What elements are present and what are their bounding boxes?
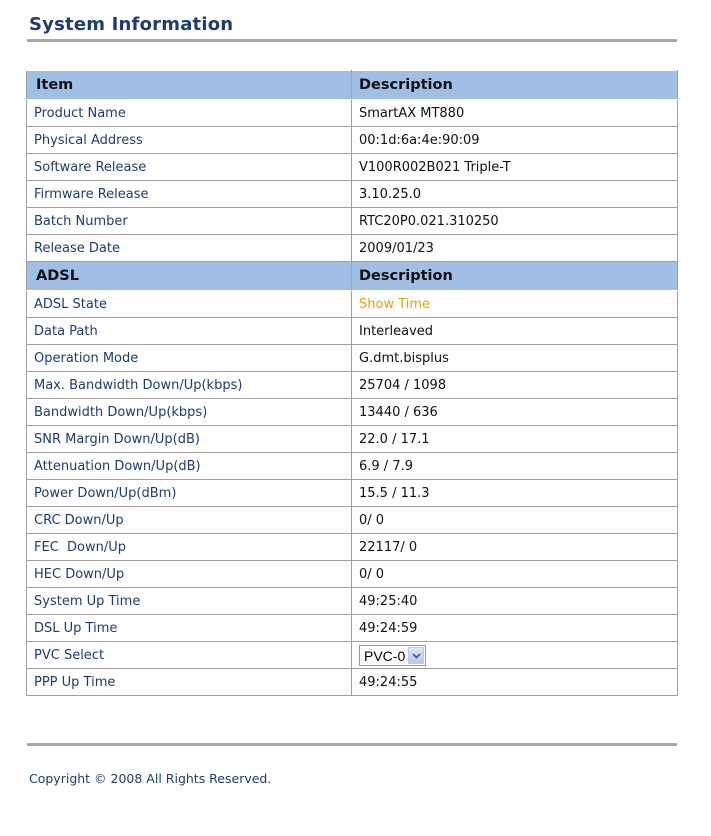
- row-label: ADSL State: [27, 291, 352, 318]
- page-title: System Information: [29, 14, 234, 35]
- row-label: Operation Mode: [27, 345, 352, 372]
- row-label: Bandwidth Down/Up(kbps): [27, 399, 352, 426]
- row-value: V100R002B021 Triple-T: [352, 154, 678, 181]
- row-value: 0/ 0: [352, 507, 678, 534]
- table-row-crc: [27, 507, 678, 534]
- row-value: 15.5 / 11.3: [352, 480, 678, 507]
- row-label: Product Name: [27, 100, 352, 127]
- adsl-table-header: [27, 262, 678, 291]
- row-label: PPP Up Time: [27, 669, 352, 696]
- table-row-system-up-time: [27, 588, 678, 615]
- pvc-select-dropdown[interactable]: [359, 645, 426, 666]
- table-row-attenuation: [27, 453, 678, 480]
- table-row-release-date: [27, 235, 678, 262]
- row-value: 49:24:55: [352, 669, 678, 696]
- row-value: 22.0 / 17.1: [352, 426, 678, 453]
- row-label: Power Down/Up(dBm): [27, 480, 352, 507]
- row-label: SNR Margin Down/Up(dB): [27, 426, 352, 453]
- column-header-description: Description: [352, 71, 678, 100]
- row-label: Max. Bandwidth Down/Up(kbps): [27, 372, 352, 399]
- row-label: HEC Down/Up: [27, 561, 352, 588]
- row-label: Release Date: [27, 235, 352, 262]
- table-row-software-release: [27, 154, 678, 181]
- row-value: SmartAX MT880: [352, 100, 678, 127]
- table-row-product-name: [27, 100, 678, 127]
- row-value: 2009/01/23: [352, 235, 678, 262]
- row-value: Interleaved: [352, 318, 678, 345]
- table-row-data-path: [27, 318, 678, 345]
- row-value: 25704 / 1098: [352, 372, 678, 399]
- title-divider: [27, 39, 677, 42]
- column-header-adsl: ADSL: [27, 262, 352, 291]
- column-header-description: Description: [352, 262, 678, 291]
- row-value: RTC20P0.021.310250: [352, 208, 678, 235]
- row-label: Data Path: [27, 318, 352, 345]
- table-row-power: [27, 480, 678, 507]
- table-row-ppp-up-time: [27, 669, 678, 696]
- pvc-select-value: PVC-0: [364, 647, 406, 664]
- adsl-state-status: Show Time: [352, 291, 678, 318]
- table-row-operation-mode: [27, 345, 678, 372]
- row-value: 0/ 0: [352, 561, 678, 588]
- table-row-max-bandwidth: [27, 372, 678, 399]
- row-label: Batch Number: [27, 208, 352, 235]
- row-value: G.dmt.bisplus: [352, 345, 678, 372]
- table-row-firmware-release: [27, 181, 678, 208]
- system-table-header: [27, 71, 678, 100]
- row-value: 3.10.25.0: [352, 181, 678, 208]
- row-value: [352, 642, 678, 669]
- row-label: Firmware Release: [27, 181, 352, 208]
- row-value: 6.9 / 7.9: [352, 453, 678, 480]
- table-row-pvc-select: [27, 642, 678, 669]
- row-label: CRC Down/Up: [27, 507, 352, 534]
- row-value: 00:1d:6a:4e:90:09: [352, 127, 678, 154]
- row-label: PVC Select: [27, 642, 352, 669]
- row-value: 49:25:40: [352, 588, 678, 615]
- table-row-fec: [27, 534, 678, 561]
- row-value: 13440 / 636: [352, 399, 678, 426]
- row-label: Software Release: [27, 154, 352, 181]
- row-value: 49:24:59: [352, 615, 678, 642]
- row-value: 22117/ 0: [352, 534, 678, 561]
- table-row-dsl-up-time: [27, 615, 678, 642]
- table-row-adsl-state: [27, 291, 678, 318]
- table-row-batch-number: [27, 208, 678, 235]
- row-label: System Up Time: [27, 588, 352, 615]
- copyright-text: Copyright © 2008 All Rights Reserved.: [29, 771, 272, 786]
- chevron-down-icon[interactable]: [408, 647, 424, 664]
- table-row-hec: [27, 561, 678, 588]
- table-row-physical-address: [27, 127, 678, 154]
- table-row-bandwidth: [27, 399, 678, 426]
- table-row-snr-margin: [27, 426, 678, 453]
- row-label: Physical Address: [27, 127, 352, 154]
- column-header-item: Item: [27, 71, 352, 100]
- row-label: FEC Down/Up: [27, 534, 352, 561]
- system-info-table: [26, 70, 678, 696]
- row-label: Attenuation Down/Up(dB): [27, 453, 352, 480]
- chevron-down-glyph: [412, 653, 421, 659]
- footer-divider: [27, 743, 677, 746]
- row-label: DSL Up Time: [27, 615, 352, 642]
